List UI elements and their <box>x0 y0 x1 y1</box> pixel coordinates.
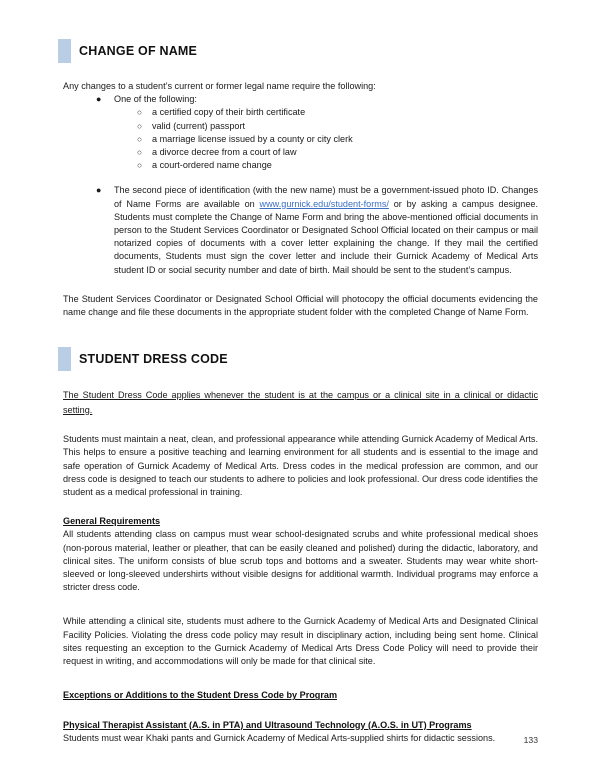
heading-student-dress-code <box>58 346 538 372</box>
list-item <box>63 93 538 106</box>
program-heading-pta-ut: Physical Therapist Assistant (A.S. in PTA) and Ultrasound Technology (A.O.S. in UT) Programs <box>63 719 472 730</box>
dress-code-paragraph-1: Students must maintain a neat, clean, and professional appearance while attending Gurnick Academy of Medical Arts. This helps to ensure a positive teaching and learning environment for all students and is essential to the image and safe operation of Gurnick Academy of Medical Arts. Dress codes in the medical profession are common, and our dress code is designed to teach our students to adhere to policies and look professional. Our dress code identifies the student as a medical professional in training. <box>63 434 538 498</box>
exceptions-heading: Exceptions or Additions to the Student Dress Code by Program <box>63 690 338 701</box>
change-of-name-bullet-list <box>63 93 538 106</box>
change-of-name-sub-list <box>63 106 538 172</box>
bullet-circle-icon: ○ <box>137 161 142 171</box>
bullet-circle-icon: ○ <box>137 108 142 118</box>
list-item <box>63 159 538 172</box>
heading-accent-bar <box>58 39 71 63</box>
bullet-circle-icon: ○ <box>137 134 142 144</box>
page-number: 133 <box>523 735 538 745</box>
dress-code-intro-underlined: The Student Dress Code applies whenever the student is at the campus or a clinical site in a clinical or didactic setting. <box>63 390 538 415</box>
heading-student-dress-code-label: STUDENT DRESS CODE <box>79 352 228 366</box>
bullet-circle-icon: ○ <box>137 121 142 131</box>
list-item <box>63 184 538 276</box>
bullet-circle-icon: ○ <box>137 148 142 158</box>
sub-item-label: a court-ordered name change <box>152 160 272 171</box>
sub-item-label: a divorce decree from a court of law <box>152 147 297 158</box>
general-requirements-heading: General Requirements <box>63 516 161 527</box>
list-item <box>63 106 538 119</box>
bullet-two-text-part1: The second piece of identification (with the new name) must be a government-issued photo ID. Changes of Name Forms are available on <box>114 185 538 209</box>
sub-item-label: a certified copy of their birth certificate <box>152 107 306 118</box>
bullet-one-label: One of the following: <box>114 94 197 105</box>
heading-change-of-name-label: CHANGE OF NAME <box>79 43 198 58</box>
change-of-name-bullet-list-two <box>63 184 538 276</box>
program-text-pta-ut: Students must wear Khaki pants and Gurnick Academy of Medical Arts-supplied shirts for didactic sessions. <box>63 732 496 743</box>
list-item <box>63 146 538 159</box>
heading-accent-bar <box>58 347 71 371</box>
general-requirements-text: All students attending class on campus must wear school-designated scrubs and white professional medical shoes (non-porous material, leather or pleather, that can be easily cleaned and polished) during the didactic, laboratory, and clinical sites. The uniform consists of blue scrub tops and bottoms and a sweater. Students may wear white short-sleeved or long-sleeved undershirts without visible designs for additional warmth. Individual programs may enforce a stricter dress code. <box>63 529 538 593</box>
heading-change-of-name <box>58 38 538 64</box>
bullet-two-text-part2: or by asking a campus designee. Students must complete the Change of Name Form and bring the above-mentioned official documents in person to the Student Services Coordinator or Designated School Official located on their campus or mail notarized copies of documents with a cover letter explaining the change. If they mail the certified documents, Students must sign the cover letter and include their Gurnick Academy of Medical Arts student ID or social security number and date of birth. Mail should be sent to the student’s campus. <box>114 198 538 275</box>
bullet-disc-icon: ● <box>96 185 102 196</box>
bullet-disc-icon: ● <box>96 94 102 105</box>
sub-item-label: a marriage license issued by a county or city clerk <box>152 133 353 144</box>
sub-item-label: valid (current) passport <box>152 120 245 131</box>
change-of-name-intro: Any changes to a student’s current or former legal name require the following: <box>63 81 376 91</box>
page-content <box>63 38 538 745</box>
student-forms-link[interactable]: www.gurnick.edu/student-forms/ <box>259 198 389 209</box>
change-of-name-closing-paragraph: The Student Services Coordinator or Designated School Official will photocopy the official documents evidencing the name change and file these documents in the appropriate student folder with the completed Change of Name Form. <box>63 293 538 318</box>
list-item <box>63 133 538 146</box>
list-item <box>63 120 538 133</box>
clinical-site-paragraph: While attending a clinical site, students must adhere to the Gurnick Academy of Medical Arts and Designated Clinical Facility Policies. Violating the dress code policy may result in disciplinary action, including being sent home. Clinical sites requesting an exception to the Gurnick Academy of Medical Arts Dress Code Policy will need to provide their request in writing, and accommodations will only be made for that clinical site. <box>63 616 538 667</box>
